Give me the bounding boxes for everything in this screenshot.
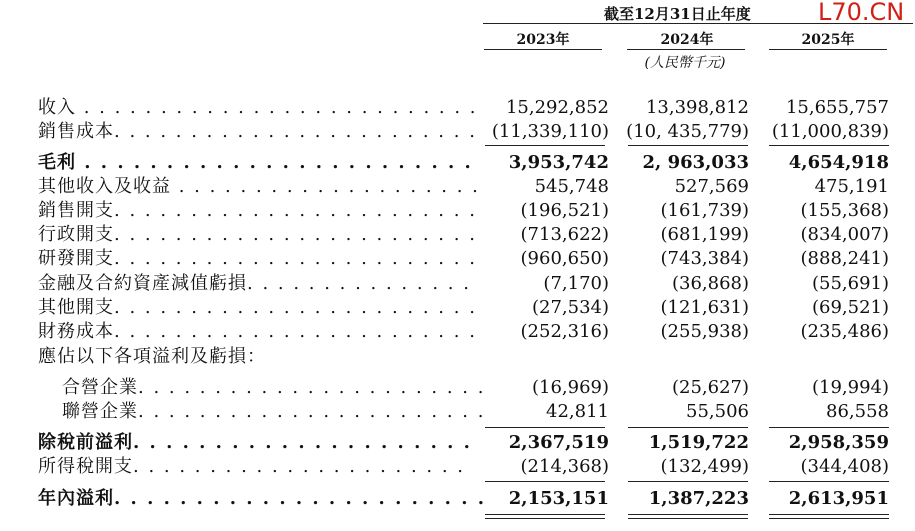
cell-value-2023: (7,170) bbox=[543, 273, 609, 294]
total-underline bbox=[485, 514, 605, 515]
header-divider bbox=[483, 23, 913, 24]
total-underline bbox=[769, 145, 889, 146]
leader-dots: . . . . . . . . . . . . . . . . . . . . . . . . bbox=[114, 321, 477, 342]
row-label bbox=[38, 296, 488, 320]
period-header: 截至12月31日止年度 bbox=[604, 5, 751, 23]
cell-value-2025: 86,558 bbox=[826, 401, 889, 422]
cell-value-2025: (19,994) bbox=[811, 377, 889, 398]
table-row bbox=[0, 96, 915, 120]
leader-dots: . . . . . . . . . . . . . . . . . . . . . . . . bbox=[114, 200, 477, 221]
watermark-logo: L70.CN bbox=[818, 0, 905, 26]
cell-value-2023: (252,316) bbox=[520, 321, 609, 342]
cell-value-2023: (960,650) bbox=[520, 248, 609, 269]
year-header-2024: 2024年 bbox=[660, 32, 714, 48]
total-underline bbox=[485, 518, 605, 519]
leader-dots: . . . . . . . . . . . . . . . . . . . . . . bbox=[133, 456, 466, 477]
row-label-text: 聯營企業 bbox=[62, 401, 138, 422]
table-row bbox=[0, 345, 915, 369]
cell-value-2023: 3,953,742 bbox=[508, 152, 609, 173]
cell-value-2024: (743,384) bbox=[660, 248, 749, 269]
cell-value-2024: (161,739) bbox=[660, 200, 749, 221]
leader-dots: . . . . . . . . . . . . . . . . . . . . . . . . bbox=[84, 152, 473, 173]
cell-value-2023: 2,367,519 bbox=[508, 432, 609, 453]
cell-value-2025: (235,486) bbox=[800, 321, 889, 342]
cell-value-2023: (16,969) bbox=[531, 377, 609, 398]
cell-value-2025: 2,958,359 bbox=[788, 432, 889, 453]
row-label-text: 合營企業 bbox=[62, 377, 138, 398]
row-label-text: 研發開支 bbox=[38, 248, 114, 269]
leader-dots: . . . . . . . . . . . . . . . . . . . . . bbox=[133, 432, 472, 453]
total-underline bbox=[628, 427, 748, 428]
row-label-text: 應佔以下各項溢利及虧損： bbox=[38, 346, 266, 367]
year-underline bbox=[627, 49, 745, 50]
row-label bbox=[38, 120, 488, 144]
cell-value-2023: (11,339,110) bbox=[491, 121, 609, 142]
row-label bbox=[62, 376, 512, 400]
cell-value-2025: (11,000,839) bbox=[771, 121, 889, 142]
total-underline bbox=[769, 518, 889, 519]
leader-dots: . . . . . . . . . . . . . . . . . . . . . . . . bbox=[114, 121, 477, 142]
total-underline bbox=[628, 481, 748, 482]
leader-dots: . . . . . . . . . . . . . . . . . . . . . . . . . . bbox=[76, 97, 478, 118]
year-underline bbox=[769, 49, 887, 50]
cell-value-2024: (36,868) bbox=[671, 273, 749, 294]
cell-value-2023: 15,292,852 bbox=[505, 97, 609, 118]
table-row bbox=[0, 487, 915, 511]
total-underline bbox=[769, 427, 889, 428]
cell-value-2023: 42,811 bbox=[546, 401, 609, 422]
cell-value-2024: 55,506 bbox=[686, 401, 749, 422]
unit-label: (人民幣千元) bbox=[644, 55, 726, 71]
table-row bbox=[0, 320, 915, 344]
row-label-text: 銷售成本 bbox=[38, 121, 114, 142]
table-row bbox=[0, 151, 915, 175]
cell-value-2024: (132,499) bbox=[660, 456, 749, 477]
row-label bbox=[38, 320, 488, 344]
total-underline bbox=[628, 145, 748, 146]
leader-dots: . . . . . . . . . . . . . . . . . . . . . . . . bbox=[114, 224, 477, 245]
cell-value-2025: (69,521) bbox=[811, 297, 889, 318]
cell-value-2025: (155,368) bbox=[800, 200, 889, 221]
cell-value-2023: 2,153,151 bbox=[508, 488, 609, 509]
row-label bbox=[38, 272, 488, 296]
row-label-text: 年內溢利 bbox=[38, 488, 114, 509]
cell-value-2024: (255,938) bbox=[660, 321, 749, 342]
row-label-text: 行政開支 bbox=[38, 224, 114, 245]
leader-dots: . . . . . . . . . . . . . . . . . . . . . . . bbox=[114, 488, 486, 509]
total-underline bbox=[769, 481, 889, 482]
row-label-text: 其他收入及收益 bbox=[38, 176, 171, 197]
cell-value-2024: (681,199) bbox=[660, 224, 749, 245]
row-label bbox=[38, 487, 488, 511]
cell-value-2025: 15,655,757 bbox=[785, 97, 889, 118]
row-label-text: 財務成本 bbox=[38, 321, 114, 342]
row-label-text: 毛利 bbox=[38, 152, 76, 173]
cell-value-2023: (713,622) bbox=[520, 224, 609, 245]
cell-value-2024: (10, 435,779) bbox=[626, 121, 749, 142]
cell-value-2025: 2,613,951 bbox=[788, 488, 889, 509]
row-label-text: 銷售開支 bbox=[38, 200, 114, 221]
cell-value-2025: 4,654,918 bbox=[788, 152, 889, 173]
table-row bbox=[0, 296, 915, 320]
cell-value-2024: 1,387,223 bbox=[648, 488, 749, 509]
row-label bbox=[38, 199, 488, 223]
leader-dots: . . . . . . . . . . . . . . . bbox=[247, 273, 471, 294]
leader-dots: . . . . . . . . . . . . . . . . . . . . . . . . bbox=[114, 297, 477, 318]
table-row bbox=[0, 223, 915, 247]
leader-dots: . . . . . . . . . . . . . . . . . . . . . . . . bbox=[114, 248, 477, 269]
row-label bbox=[38, 455, 488, 479]
cell-value-2024: 13,398,812 bbox=[645, 97, 749, 118]
row-label-text: 其他開支 bbox=[38, 297, 114, 318]
year-header-2025: 2025年 bbox=[801, 32, 855, 48]
cell-value-2025: (834,007) bbox=[800, 224, 889, 245]
table-row bbox=[0, 272, 915, 296]
total-underline bbox=[628, 514, 748, 515]
cell-value-2024: 2, 963,033 bbox=[642, 152, 749, 173]
year-header-2023: 2023年 bbox=[516, 32, 570, 48]
cell-value-2023: (214,368) bbox=[520, 456, 609, 477]
table-row bbox=[0, 431, 915, 455]
row-label bbox=[38, 96, 488, 120]
cell-value-2025: (344,408) bbox=[800, 456, 889, 477]
row-label bbox=[38, 345, 488, 369]
row-label bbox=[38, 175, 488, 199]
table-row bbox=[0, 376, 915, 400]
table-row bbox=[0, 120, 915, 144]
cell-value-2024: 1,519,722 bbox=[648, 432, 749, 453]
cell-value-2024: (121,631) bbox=[660, 297, 749, 318]
cell-value-2024: 527,569 bbox=[674, 176, 749, 197]
row-label bbox=[38, 247, 488, 271]
row-label bbox=[38, 431, 488, 455]
cell-value-2025: (888,241) bbox=[800, 248, 889, 269]
row-label bbox=[62, 400, 512, 424]
row-label bbox=[38, 151, 488, 175]
table-row bbox=[0, 455, 915, 479]
total-underline bbox=[485, 145, 605, 146]
cell-value-2023: (27,534) bbox=[531, 297, 609, 318]
year-underline bbox=[484, 49, 602, 50]
leader-dots: . . . . . . . . . . . . . . . . . . . . . . . bbox=[138, 401, 486, 422]
cell-value-2023: 545,748 bbox=[534, 176, 609, 197]
table-row bbox=[0, 400, 915, 424]
leader-dots: . . . . . . . . . . . . . . . . . . . . . . . bbox=[138, 377, 486, 398]
table-row bbox=[0, 247, 915, 271]
total-underline bbox=[769, 514, 889, 515]
total-underline bbox=[485, 427, 605, 428]
cell-value-2025: (55,691) bbox=[811, 273, 889, 294]
cell-value-2025: 475,191 bbox=[814, 176, 889, 197]
table-row bbox=[0, 175, 915, 199]
row-label-text: 收入 bbox=[38, 97, 76, 118]
table-row bbox=[0, 199, 915, 223]
cell-value-2024: (25,627) bbox=[671, 377, 749, 398]
total-underline bbox=[628, 518, 748, 519]
leader-dots: . . . . . . . . . . . . . . . . . . . . bbox=[171, 176, 480, 197]
cell-value-2023: (196,521) bbox=[520, 200, 609, 221]
row-label-text: 所得稅開支 bbox=[38, 456, 133, 477]
total-underline bbox=[485, 481, 605, 482]
row-label-text: 除稅前溢利 bbox=[38, 432, 133, 453]
row-label-text: 金融及合約資產減值虧損 bbox=[38, 273, 247, 294]
row-label bbox=[38, 223, 488, 247]
